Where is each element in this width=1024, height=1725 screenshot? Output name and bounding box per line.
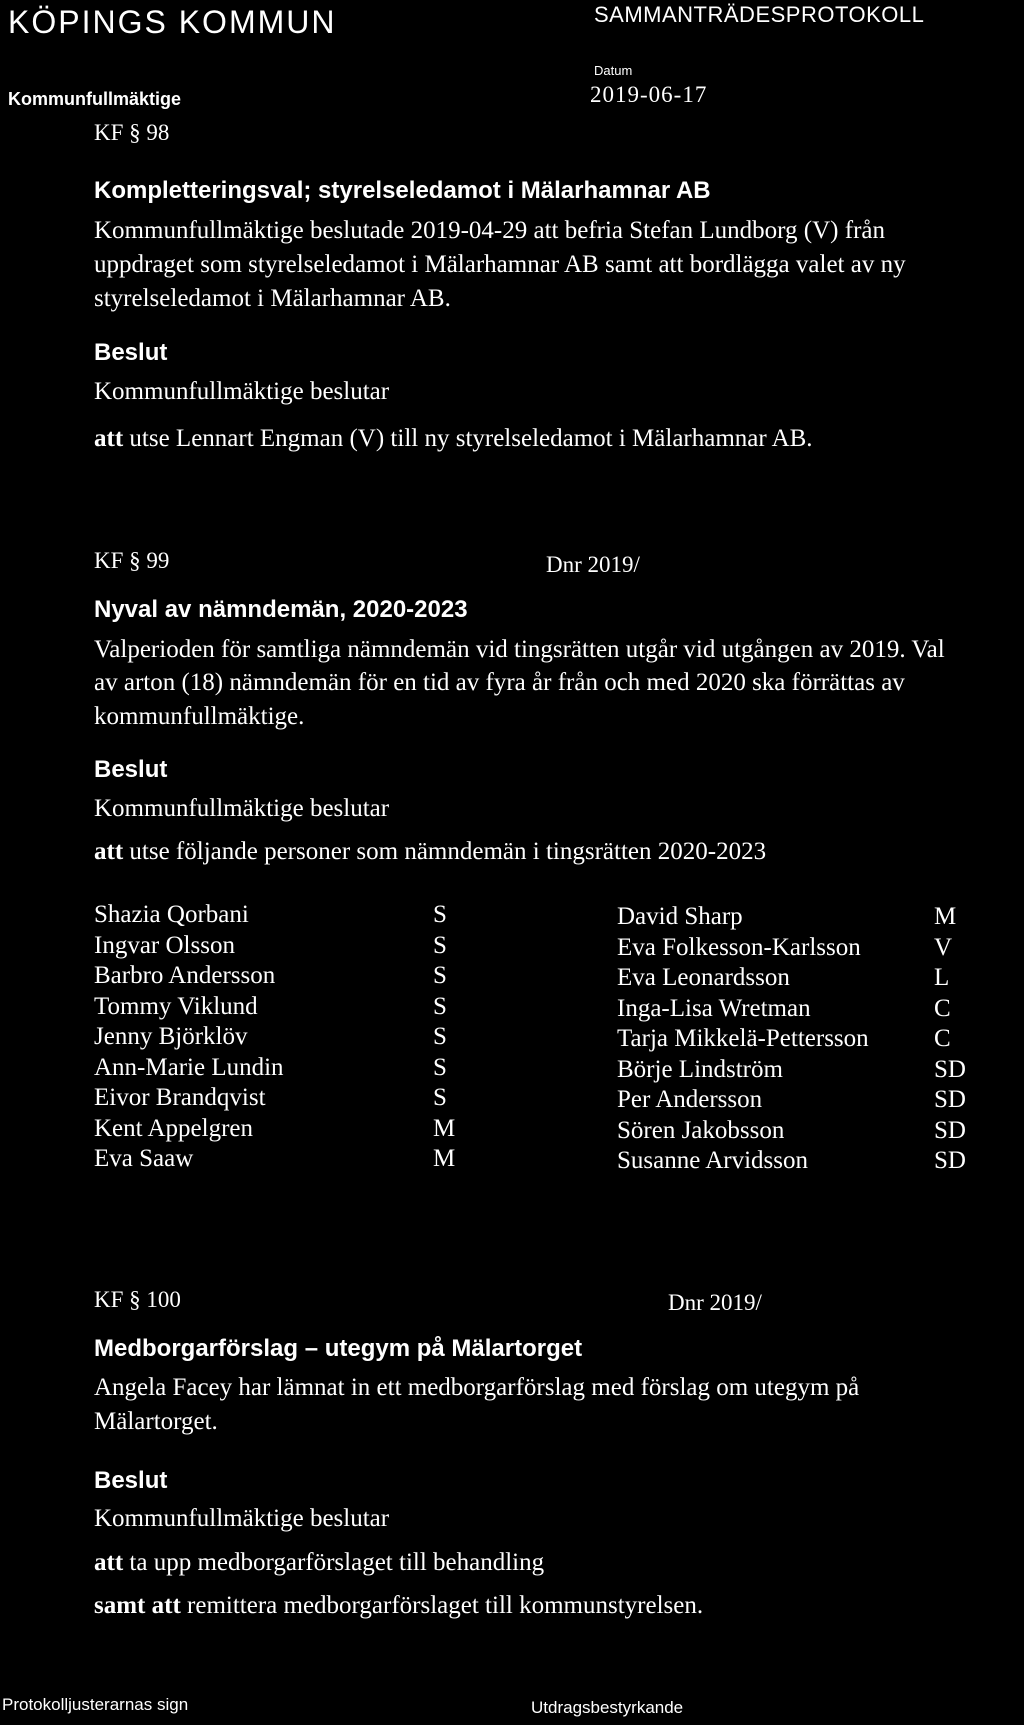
member-name: Ingvar Olsson: [94, 931, 235, 959]
member-party: C: [934, 994, 951, 1022]
member-party: C: [934, 1025, 951, 1052]
member-party: M: [433, 1114, 456, 1142]
member-name: Shazia Qorbani: [94, 901, 249, 928]
member-name: Eva Saaw: [94, 1145, 194, 1172]
member-name: Eva Leonardsson: [617, 964, 790, 991]
decision-line: [94, 425, 813, 453]
decision-line: [94, 838, 766, 866]
member-name: David Sharp: [617, 903, 743, 930]
organization-name: KÖPINGS KOMMUN: [8, 4, 337, 40]
footer-signature-label: Protokolljusterarnas sign: [2, 1695, 189, 1714]
body-line: av arton (18) nämndemän för en tid av fyra år från och med 2020 ska förrättas av: [94, 669, 905, 696]
member-party: SD: [934, 1055, 966, 1083]
body-line: Valperioden för samtliga nämndemän vid tingsrätten utgår vid utgången av 2019. Val: [94, 636, 945, 663]
body-line: Mälartorget.: [94, 1408, 218, 1435]
dnr-number: Dnr 2019/: [668, 1290, 762, 1315]
members-left-party-column: [433, 900, 455, 1175]
decision-line: [94, 1549, 544, 1577]
member-party: L: [934, 964, 950, 991]
member-name: Eivor Brandqvist: [94, 1084, 266, 1111]
decision-line: [94, 1592, 703, 1620]
member-name: Börje Lindström: [617, 1055, 783, 1083]
date-value: 2019-06-17: [590, 82, 708, 107]
member-name: Inga-Lisa Wretman: [617, 994, 811, 1022]
member-party: M: [934, 903, 957, 930]
member-party: S: [433, 931, 447, 959]
member-name: Tarja Mikkelä-Pettersson: [617, 1025, 869, 1052]
member-name: Jenny Björklöv: [94, 1023, 248, 1050]
members-right-party-column: [934, 902, 966, 1177]
member-party: S: [433, 1084, 447, 1111]
member-party: SD: [934, 1086, 966, 1113]
member-name: Tommy Viklund: [94, 992, 258, 1020]
footer-certification-label: Utdragsbestyrkande: [531, 1698, 684, 1717]
section-heading: Kompletteringsval; styrelseledamot i Mälarhamnar AB: [94, 177, 711, 204]
paragraph-number: KF § 99: [94, 548, 170, 573]
member-name: Susanne Arvidsson: [617, 1147, 808, 1174]
decision-text: ta upp medborgarförslaget till behandling: [123, 1549, 545, 1576]
decision-keyword: att: [94, 425, 124, 452]
decision-text: utse Lennart Engman (V) till ny styrelseledamot i Mälarhamnar AB.: [123, 425, 813, 452]
decision-text: utse följande personer som nämndemän i tingsrätten 2020-2023: [123, 838, 767, 865]
beslut-label: Beslut: [94, 339, 168, 366]
member-party: SD: [934, 1147, 966, 1174]
member-party: S: [433, 1053, 447, 1081]
section-heading: Medborgarförslag – utegym på Mälartorget: [94, 1335, 583, 1362]
member-party: V: [934, 933, 953, 961]
member-party: S: [433, 962, 447, 989]
paragraph-number: KF § 100: [94, 1287, 181, 1312]
dnr-number: Dnr 2019/: [546, 552, 640, 577]
member-name: Ann-Marie Lundin: [94, 1053, 284, 1081]
beslut-intro: Kommunfullmäktige beslutar: [94, 1505, 390, 1532]
member-party: M: [433, 1145, 456, 1172]
beslut-intro: Kommunfullmäktige beslutar: [94, 795, 390, 822]
body-line: styrelseledamot i Mälarhamnar AB.: [94, 285, 451, 312]
members-right-column: [617, 902, 869, 1177]
body-line: Kommunfullmäktige beslutade 2019-04-29 att befria Stefan Lundborg (V) från: [94, 217, 885, 244]
beslut-label: Beslut: [94, 1467, 168, 1494]
member-party: S: [433, 1023, 447, 1050]
decision-keyword: att: [94, 1549, 124, 1576]
decision-keyword: att: [94, 838, 124, 865]
member-name: Eva Folkesson-Karlsson: [617, 933, 861, 961]
paragraph-number: KF § 98: [94, 120, 170, 145]
member-party: SD: [934, 1116, 966, 1144]
member-name: Per Andersson: [617, 1086, 763, 1113]
body-line: kommunfullmäktige.: [94, 703, 305, 730]
section-heading: Nyval av nämndemän, 2020-2023: [94, 596, 468, 623]
decision-keyword: samt att: [94, 1592, 181, 1619]
body-line: Angela Facey har lämnat in ett medborgarförslag med förslag om utegym på: [94, 1374, 860, 1401]
beslut-intro: Kommunfullmäktige beslutar: [94, 378, 390, 405]
decision-text: remittera medborgarförslaget till kommunstyrelsen.: [180, 1592, 704, 1619]
member-name: Sören Jakobsson: [617, 1116, 785, 1144]
member-party: S: [433, 992, 447, 1020]
members-left-column: [94, 900, 284, 1175]
member-name: Barbro Andersson: [94, 962, 276, 989]
member-name: Kent Appelgren: [94, 1114, 253, 1142]
decision-body: Kommunfullmäktige: [8, 89, 182, 109]
beslut-label: Beslut: [94, 756, 168, 783]
date-label: Datum: [594, 63, 633, 78]
document-type: SAMMANTRÄDESPROTOKOLL: [594, 2, 925, 27]
body-line: uppdraget som styrelseledamot i Mälarhamnar AB samt att bordlägga valet av ny: [94, 251, 906, 278]
member-party: S: [433, 901, 447, 928]
